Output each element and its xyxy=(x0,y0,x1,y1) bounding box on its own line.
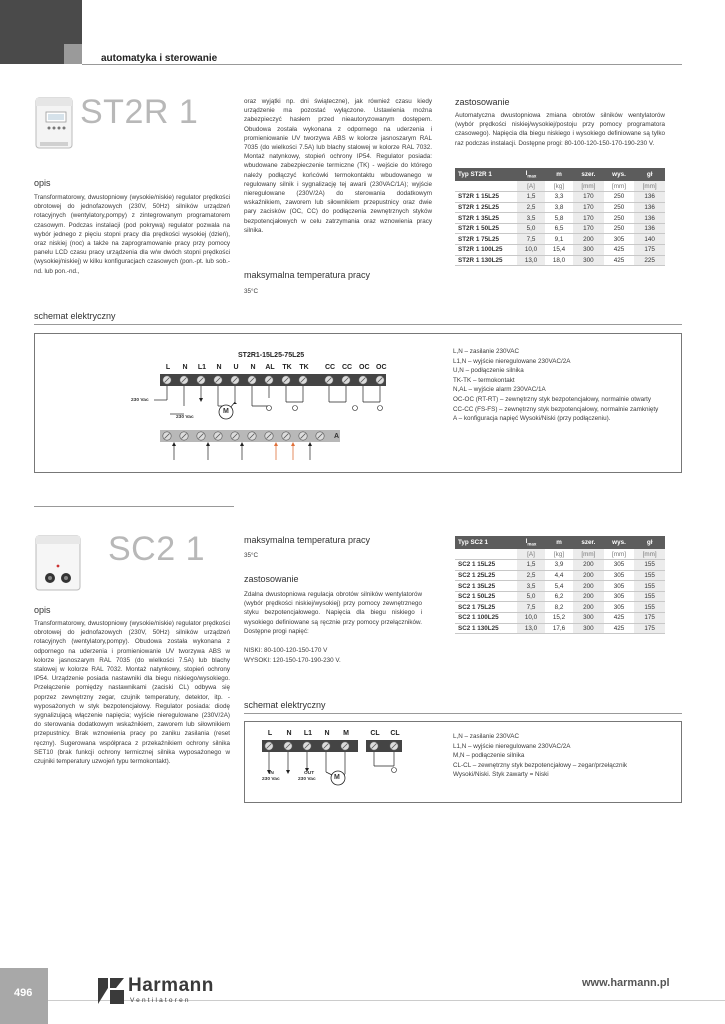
table-cell: 2,5 xyxy=(517,202,545,213)
sc2-spec-table xyxy=(455,536,665,634)
st2r-title: ST2R 1 xyxy=(80,93,199,131)
st2r-motor-label: M xyxy=(223,408,229,415)
terminal-label: L1 xyxy=(303,730,313,737)
table-cell: 3,8 xyxy=(545,202,573,213)
legend-item: A – konfiguracja napięć Wysoki/Niski (przy podłączeniu). xyxy=(453,415,611,423)
table-cell: 250 xyxy=(604,213,635,224)
table-cell: 175 xyxy=(634,245,665,256)
table-cell: 170 xyxy=(573,192,604,203)
legend-item: U,N – podłączenie silnika xyxy=(453,367,524,375)
legend-item: TK-TK – termokontakt xyxy=(453,376,515,384)
table-header-cell: m xyxy=(545,168,573,181)
table-cell: 3,5 xyxy=(517,581,545,592)
table-cell: 15,4 xyxy=(545,245,573,256)
table-cell: 425 xyxy=(604,255,635,266)
table-cell: SC2 1 75L25 xyxy=(455,602,517,613)
table-cell: 155 xyxy=(634,560,665,571)
table-cell: SC2 1 50L25 xyxy=(455,591,517,602)
legend-item: OC-OC (RT-RT) – zewnętrzny styk bezpotencjałowy, normalnie otwarty xyxy=(453,395,652,403)
table-cell: 200 xyxy=(573,234,604,245)
table-cell: 13,0 xyxy=(517,255,545,266)
st2r-wiring-diagram xyxy=(150,362,390,466)
terminal-label: M xyxy=(343,730,349,737)
table-cell: 200 xyxy=(573,581,604,592)
table-row xyxy=(455,570,665,581)
table-cell: 10,0 xyxy=(517,613,545,624)
terminal-label: N xyxy=(216,364,222,371)
sc2-max-temp-heading: maksymalna temperatura pracy xyxy=(244,535,371,545)
table-row xyxy=(455,234,665,245)
header-accent xyxy=(64,44,82,64)
table-cell: SC2 1 130L25 xyxy=(455,623,517,634)
table-cell: SC2 1 15L25 xyxy=(455,560,517,571)
table-cell: 300 xyxy=(573,245,604,256)
table-cell: 425 xyxy=(604,245,635,256)
sc2-in-v-label: 230 Vac xyxy=(262,777,280,782)
table-cell: 170 xyxy=(573,223,604,234)
legend-item: L1,N – wyjście nieregulowane 230VAC/2A xyxy=(453,742,571,750)
terminal-label: CC xyxy=(342,364,353,371)
table-header-cell: gł xyxy=(634,536,665,549)
st2r-zast-text: Automatyczna dwustopniowa zmiana obrotów silników wentylatorów (wybór prędkości niskiej/wysokiej/postoju przy pomocy programatora czasowego). Napięcia dla biegu niskiego i wysokiego definiowane są tylko raz podczas instalacji. Dostępne progi: 80-100-120-150-170-190-230 V. xyxy=(455,112,665,147)
table-cell: 3,5 xyxy=(517,213,545,224)
table-cell: 15,2 xyxy=(545,613,573,624)
table-header-row xyxy=(455,168,665,181)
table-cell: ST2R 1 25L25 xyxy=(455,202,517,213)
table-units-row: [A] [kg] [mm] [mm] [mm] xyxy=(455,549,665,560)
terminal-label: OC xyxy=(359,364,370,371)
st2r-diagram-title: ST2R1-15L25-75L25 xyxy=(238,352,305,359)
legend-item: N,AL – wyjście alarm 230VAC/1A xyxy=(453,386,546,394)
sc2-schemat-heading: schemat elektryczny xyxy=(244,700,326,710)
table-row xyxy=(455,591,665,602)
brand-logo xyxy=(96,974,226,1008)
table-cell: ST2R 1 50L25 xyxy=(455,223,517,234)
table-cell: 140 xyxy=(634,234,665,245)
table-header-cell: wys. xyxy=(604,536,635,549)
table-cell: 5,4 xyxy=(545,581,573,592)
brand-name: Harmann xyxy=(128,975,214,996)
sc2-title: SC2 1 xyxy=(108,530,205,568)
table-cell: 6,5 xyxy=(545,223,573,234)
table-cell: 170 xyxy=(573,202,604,213)
terminal-label: N xyxy=(324,730,330,737)
legend-item: CC-CC (FS-FS) – zewnętrzny styk bezpotencjałowy, normalnie zamknięty xyxy=(453,405,659,413)
table-cell: 175 xyxy=(634,623,665,634)
table-cell: 5,0 xyxy=(517,223,545,234)
table-cell: 305 xyxy=(604,591,635,602)
st2r-v230b-label: 230 Vac xyxy=(176,415,194,420)
table-cell: 250 xyxy=(604,223,635,234)
table-cell: 425 xyxy=(604,613,635,624)
st2r-max-temp-value: 35°C xyxy=(244,288,259,295)
table-cell: SC2 1 35L25 xyxy=(455,581,517,592)
header-line xyxy=(82,64,682,65)
table-cell: ST2R 1 75L25 xyxy=(455,234,517,245)
table-row xyxy=(455,202,665,213)
legend-item: L1,N – wyjście nieregulowane 230VAC/2A xyxy=(453,357,571,365)
table-cell: 4,4 xyxy=(545,570,573,581)
table-cell: ST2R 1 35L25 xyxy=(455,213,517,224)
table-cell: 18,0 xyxy=(545,255,573,266)
table-cell: 13,0 xyxy=(517,623,545,634)
st2r-a-label: A xyxy=(334,433,340,440)
terminal-label: L1 xyxy=(197,364,207,371)
sc2-max-temp-value: 35°C xyxy=(244,552,259,559)
sc2-out-label: OUT xyxy=(304,771,315,776)
table-cell: ST2R 1 130L25 xyxy=(455,255,517,266)
table-header-row xyxy=(455,536,665,549)
sc2-wysoki: WYSOKI: 120-150-170-190-230 V. xyxy=(244,657,341,664)
table-cell: 305 xyxy=(604,570,635,581)
table-row xyxy=(455,245,665,256)
table-cell: 155 xyxy=(634,570,665,581)
terminal-label: OC xyxy=(376,364,387,371)
st2r-zast-heading: zastosowanie xyxy=(455,97,510,107)
sc2-motor-label: M xyxy=(334,774,340,781)
section-title: automatyka i sterowanie xyxy=(101,53,218,64)
brand-sub: Ventilatoren xyxy=(130,997,191,1004)
table-row xyxy=(455,223,665,234)
page-number: 496 xyxy=(14,987,33,999)
table-cell: 300 xyxy=(573,255,604,266)
sc2-out-v-label: 230 Vac xyxy=(298,777,316,782)
table-cell: 155 xyxy=(634,581,665,592)
terminal-label: TK xyxy=(282,364,292,371)
table-cell: ST2R 1 100L25 xyxy=(455,245,517,256)
table-header-cell: szer. xyxy=(573,168,604,181)
sc2-product-image xyxy=(34,534,82,592)
table-cell: 200 xyxy=(573,602,604,613)
table-cell: 6,2 xyxy=(545,591,573,602)
table-header-cell: $I_{max}$ xyxy=(517,536,545,549)
st2r-max-temp-heading: maksymalna temperatura pracy xyxy=(244,270,371,280)
table-cell: 305 xyxy=(604,602,635,613)
table-units-row: [A] [kg] [mm] [mm] [mm] xyxy=(455,181,665,192)
table-cell: 200 xyxy=(573,570,604,581)
st2r-product-image xyxy=(34,96,74,150)
table-cell: 136 xyxy=(634,223,665,234)
table-cell: 136 xyxy=(634,192,665,203)
table-header-cell: Typ SC2 1 xyxy=(455,536,517,549)
table-cell: 225 xyxy=(634,255,665,266)
table-cell: 250 xyxy=(604,202,635,213)
terminal-label: CL xyxy=(390,730,400,737)
table-cell: ST2R 1 15L25 xyxy=(455,192,517,203)
terminal-label: U xyxy=(233,364,239,371)
table-cell: 425 xyxy=(604,623,635,634)
table-cell: 5,0 xyxy=(517,591,545,602)
st2r-spec-table xyxy=(455,168,665,266)
table-header-cell: $I_{max}$ xyxy=(517,168,545,181)
table-cell: 136 xyxy=(634,202,665,213)
sc2-niski: NISKI: 80-100-120-150-170 V xyxy=(244,647,328,654)
st2r-schemat-line xyxy=(34,324,682,325)
table-cell: 155 xyxy=(634,591,665,602)
terminal-label: AL xyxy=(265,364,275,371)
table-cell: 3,9 xyxy=(545,560,573,571)
table-cell: 7,5 xyxy=(517,234,545,245)
terminal-label: L xyxy=(165,364,171,371)
sc2-opis-text: Transformatorowy, dwustopniowy (wysokie/niskie) regulator prędkości obrotowej do jednofazowych (230V, 50Hz) silników urządzeń rotacyjnych (wentylatory,pompy). Obudowa została wykonana z odpornego na uderzenia i promieniowanie UV tworzywa ABS w kolorze jasnoszarym RAL 7035 (do wielkości 7.5A) lub blachy stalowej w kolorze RAL 7032. Montaż natynkowy, stopień ochrony IP54. Urządzenie posiada nastawniki dla biegu niskiego/wysokiego. Przełączenie pomiędzy nastawnikami (zaciski CL) odbywa się poprzez zewnętrzny zegar, czujnik temperatury, detektor, itp. - wyposażonych w styk bezpotencjałowy. Regulator posiada: diodę sygnalizującą włączenie napięcia; wyjście nieregulowane (230V/2A) do sterowania dodatkowym wskaźnikiem, zaworem lub siłownikiem przepustnicy. Brak wznowienia pracy po zaniku zasilania (reset ręczny). Sugerowana współpraca z przekaźnikiem ochrony silnika SET10 (brak funkcji ochrony termicznej silnika wyposażonego w czujniki temperatury uzwojeń typu termokontakt). xyxy=(34,620,230,766)
table-cell: 300 xyxy=(573,613,604,624)
table-row xyxy=(455,602,665,613)
table-row xyxy=(455,213,665,224)
table-row xyxy=(455,581,665,592)
sc2-legend xyxy=(453,732,673,780)
terminal-label: N xyxy=(286,730,292,737)
sc2-zast-text: Zdalna dwustopniowa regulacja obrotów silników wentylatorów (wybór prędkości niskiej/wysokiej) przy pomocy zewnętrznego styku bezpotencjałowego. Napięcia dla biegu niskiego i wysokiego definiowane są ręcznie przy pomocy przełączników. Dostępne progi napięć: xyxy=(244,591,422,635)
table-header-cell: szer. xyxy=(573,536,604,549)
table-header-cell: wys. xyxy=(604,168,635,181)
sc2-zast-heading: zastosowanie xyxy=(244,574,299,584)
legend-item: Wysoki/Niski. Styk zawarty = Niski xyxy=(453,771,549,779)
table-cell: SC2 1 100L25 xyxy=(455,613,517,624)
table-row xyxy=(455,613,665,624)
terminal-label: N xyxy=(182,364,188,371)
st2r-opis-text: Transformatorowy, dwustopniowy (wysokie/niskie) regulator prędkości obrotowej do jednofazowych (230V, 50Hz) silników urządzeń rotacyjnych (wentylatory,pompy) z zintegrowanym programatorem czasowym. Podczas instalacji (pod pokrywą) regulator pozwala na wybór jednego z pięciu stopni pracy dla prędkości wysokiej (dzień), oraz niskiej (noc) a także na zaprogramowanie pracy przy pomocy panelu LCD czasu pracy urządzenia dla w/w dwóch stopni prędkości (wysokiej/niskiej) w kilku konfiguracjach czasowych (pon.-pt. lub sob.-nd. lub pon.-nd., xyxy=(34,194,230,275)
table-header-cell: m xyxy=(545,536,573,549)
table-cell: 305 xyxy=(604,581,635,592)
sc2-in-label: IN xyxy=(269,771,274,776)
sc2-opis-heading: opis xyxy=(34,605,51,615)
table-cell: 175 xyxy=(634,613,665,624)
table-cell: 250 xyxy=(604,192,635,203)
sc2-wiring-diagram xyxy=(254,736,414,796)
table-cell: 17,6 xyxy=(545,623,573,634)
table-row xyxy=(455,192,665,203)
table-cell: 1,5 xyxy=(517,192,545,203)
terminal-label: CC xyxy=(325,364,336,371)
table-cell: 2,5 xyxy=(517,570,545,581)
terminal-label: N xyxy=(250,364,256,371)
table-cell: 170 xyxy=(573,213,604,224)
table-cell: 3,3 xyxy=(545,192,573,203)
terminal-label: CL xyxy=(370,730,380,737)
st2r-col2-text: oraz wyjątki np. dni świąteczne), jak również czasu kiedy urządzenie ma pozostać wyłączone. Ustawienia można zabezpieczyć hasłem przed nieautoryzowanym dostępem. Obudowa została wykonana z odpornego na uderzenia i promieniowanie UV tworzywa ABS w kolorze jasnoszarym RAL 7035 (do wielkości 7.5A) lub blachy stalowej w kolorze RAL 7032. Montaż natynkowy, stopień ochrony IP54. Regulator posiada: wbudowane zabezpieczenie termiczne (TK) - wejście do którego należy podłączyć końcówki termokontaktu wbudowanego w regulowany silnik i sygnalizację tej awarii (230VAC/1A); wyjście nieregulowane (230V/2A) do sterowania dodatkowym wskaźnikiem, zaworem lub siłownikiem przepustnicy oraz dwie pary zacisków (OC, CC) do podłączenia zewnętrznych styków bezpotencjałowych w celu zatrzymania oraz wznowienia pracy silnika. xyxy=(244,98,432,234)
table-header-cell: Typ ST2R 1 xyxy=(455,168,517,181)
table-row xyxy=(455,560,665,571)
table-row xyxy=(455,255,665,266)
legend-item: L,N – zasilanie 230VAC xyxy=(453,348,520,355)
st2r-v230-label: 230 Vac xyxy=(131,398,149,403)
legend-item: M,N – podłączenie silnika xyxy=(453,752,525,760)
table-cell: 155 xyxy=(634,602,665,613)
table-row xyxy=(455,623,665,634)
section-divider xyxy=(34,506,234,507)
legend-item: CL-CL – zewnętrzny styk bezpotencjałowy – zegar/przełącznik xyxy=(453,761,628,769)
st2r-opis-heading: opis xyxy=(34,178,51,188)
st2r-legend xyxy=(453,347,665,424)
table-cell: 305 xyxy=(604,560,635,571)
legend-item: L,N – zasilanie 230VAC xyxy=(453,733,520,740)
table-cell: 300 xyxy=(573,623,604,634)
table-cell: 200 xyxy=(573,591,604,602)
table-header-cell: gł xyxy=(634,168,665,181)
table-cell: 305 xyxy=(604,234,635,245)
table-cell: SC2 1 25L25 xyxy=(455,570,517,581)
table-cell: 200 xyxy=(573,560,604,571)
table-cell: 1,5 xyxy=(517,560,545,571)
terminal-label: L xyxy=(267,730,273,737)
table-cell: 5,8 xyxy=(545,213,573,224)
table-cell: 136 xyxy=(634,213,665,224)
sc2-schemat-line xyxy=(244,713,682,714)
table-cell: 10,0 xyxy=(517,245,545,256)
table-cell: 7,5 xyxy=(517,602,545,613)
st2r-schemat-heading: schemat elektryczny xyxy=(34,311,116,321)
table-cell: 9,1 xyxy=(545,234,573,245)
terminal-label: TK xyxy=(299,364,309,371)
table-cell: 8,2 xyxy=(545,602,573,613)
website-link[interactable]: www.harmann.pl xyxy=(582,977,670,989)
